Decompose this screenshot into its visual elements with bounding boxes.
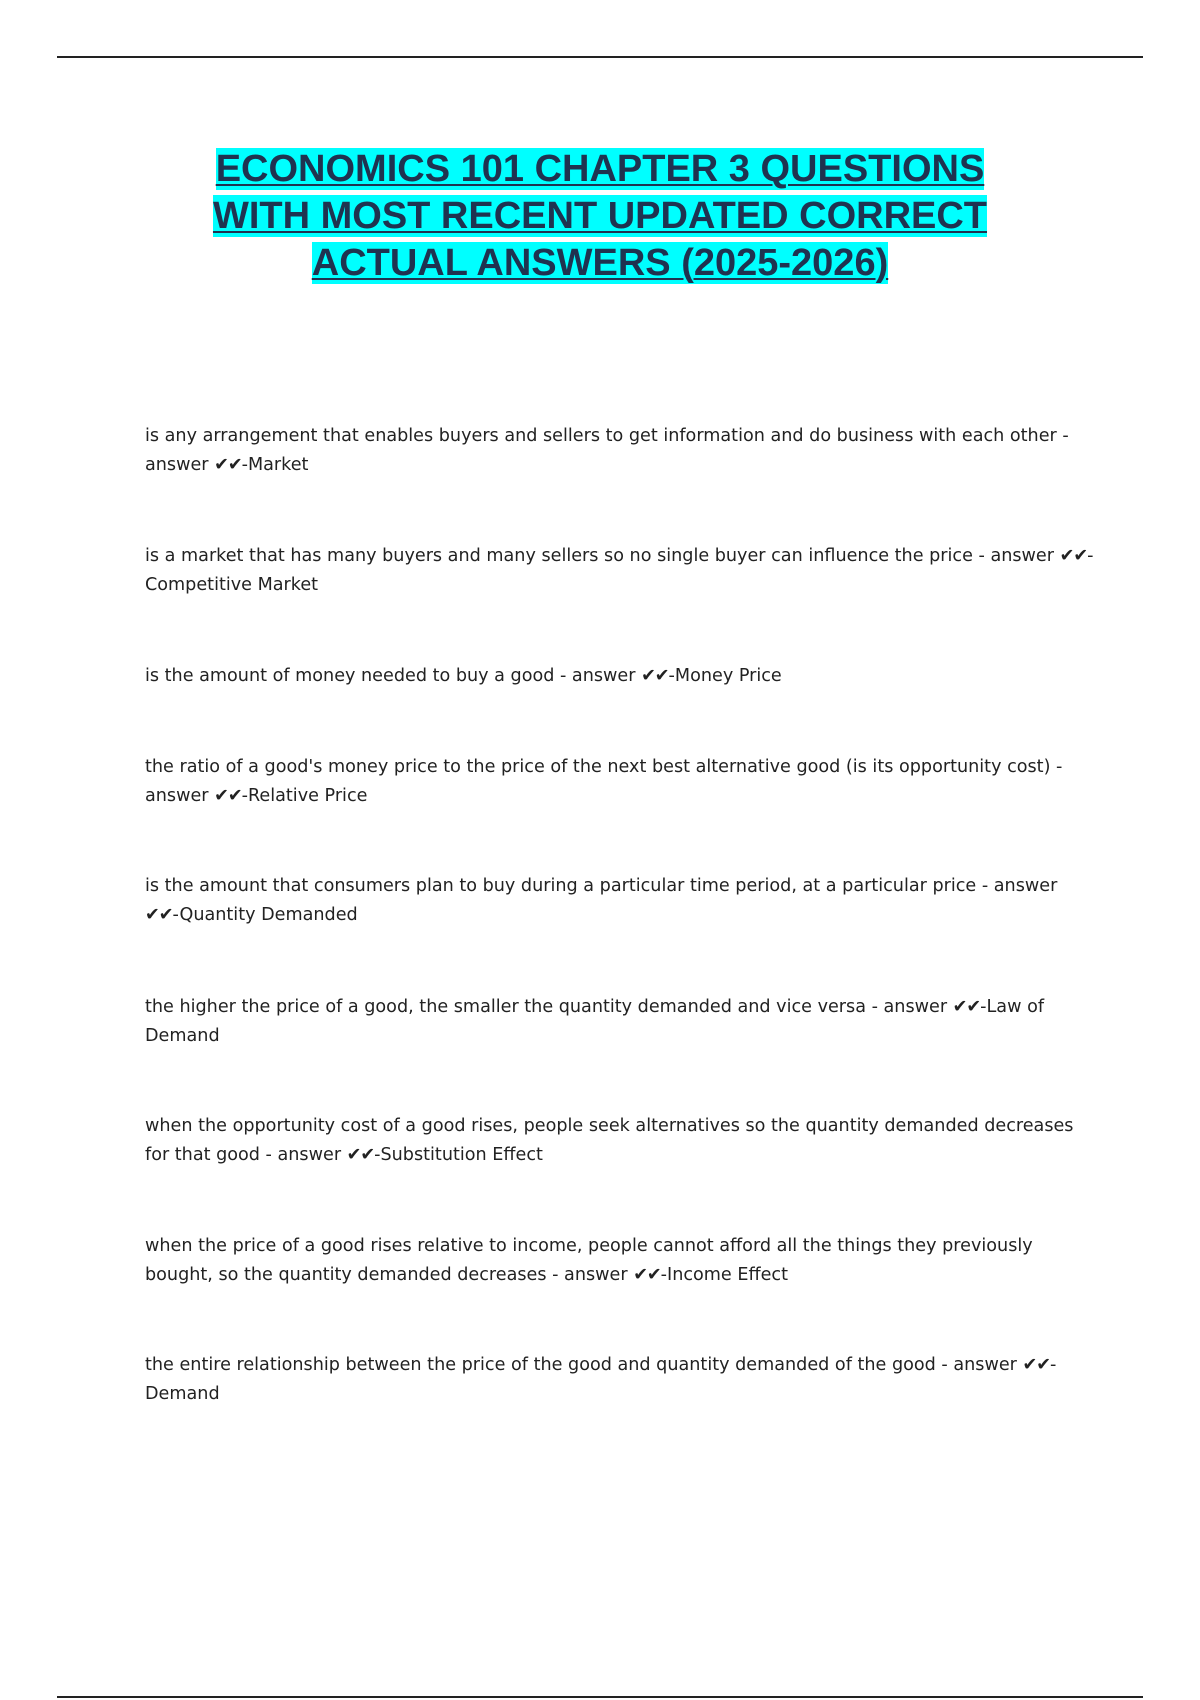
title-line-3: ACTUAL ANSWERS (2025-2026) <box>311 242 889 284</box>
question-text: the entire relationship between the price of the good and quantity demanded of the good - answer <box>145 1355 1023 1375</box>
title-line-1: ECONOMICS 101 CHAPTER 3 QUESTIONS <box>215 148 985 190</box>
qa-item <box>145 1112 1095 1170</box>
question-text: is the amount that consumers plan to buy during a particular time period, at a particular price - answer <box>145 876 1058 896</box>
question-text: is any arrangement that enables buyers and sellers to get information and do business with each other - answer <box>145 426 1069 475</box>
answer-text: -Relative Price <box>241 786 368 806</box>
qa-item <box>145 1351 1095 1409</box>
double-check-icon: ✔✔ <box>633 1265 661 1285</box>
answer-text: -Substitution Effect <box>374 1145 543 1165</box>
top-rule <box>57 56 1143 58</box>
answer-text: -Competitive Market <box>145 546 1094 595</box>
qa-item <box>145 662 1095 691</box>
qa-item <box>145 753 1095 811</box>
double-check-icon: ✔✔ <box>214 455 242 475</box>
qa-item <box>145 1232 1095 1290</box>
double-check-icon: ✔✔ <box>641 666 669 686</box>
answer-text: -Money Price <box>668 666 782 686</box>
question-text: the ratio of a good's money price to the price of the next best alternative good (is its opportunity cost) - answer <box>145 757 1063 806</box>
double-check-icon: ✔✔ <box>952 997 981 1017</box>
answer-text: -Law of Demand <box>145 997 1045 1046</box>
bottom-rule <box>57 1696 1143 1698</box>
double-check-icon: ✔✔ <box>145 905 173 925</box>
qa-item <box>145 542 1095 600</box>
answer-text: -Quantity Demanded <box>172 905 358 925</box>
page-title <box>100 146 1100 287</box>
double-check-icon: ✔✔ <box>214 786 242 806</box>
qa-item <box>145 872 1095 930</box>
answer-text: -Demand <box>145 1355 1057 1404</box>
question-text: is the amount of money needed to buy a good - answer <box>145 666 642 686</box>
question-text: when the price of a good rises relative to income, people cannot afford all the things they previously bought, so the quantity demanded decreases - answer <box>145 1236 1033 1285</box>
qa-item <box>145 422 1095 480</box>
answer-text: -Income Effect <box>660 1265 788 1285</box>
question-text: the higher the price of a good, the smaller the quantity demanded and vice versa - answer <box>145 997 953 1017</box>
answer-text: -Market <box>241 455 309 475</box>
title-line-2: WITH MOST RECENT UPDATED CORRECT <box>212 195 988 237</box>
double-check-icon: ✔✔ <box>1059 546 1088 566</box>
double-check-icon: ✔✔ <box>1022 1355 1050 1375</box>
double-check-icon: ✔✔ <box>346 1145 375 1165</box>
question-text: is a market that has many buyers and many sellers so no single buyer can influence the price - answer <box>145 546 1060 566</box>
qa-item <box>145 993 1095 1051</box>
question-text: when the opportunity cost of a good rises, people seek alternatives so the quantity demanded decreases for that good - answer <box>145 1116 1074 1165</box>
